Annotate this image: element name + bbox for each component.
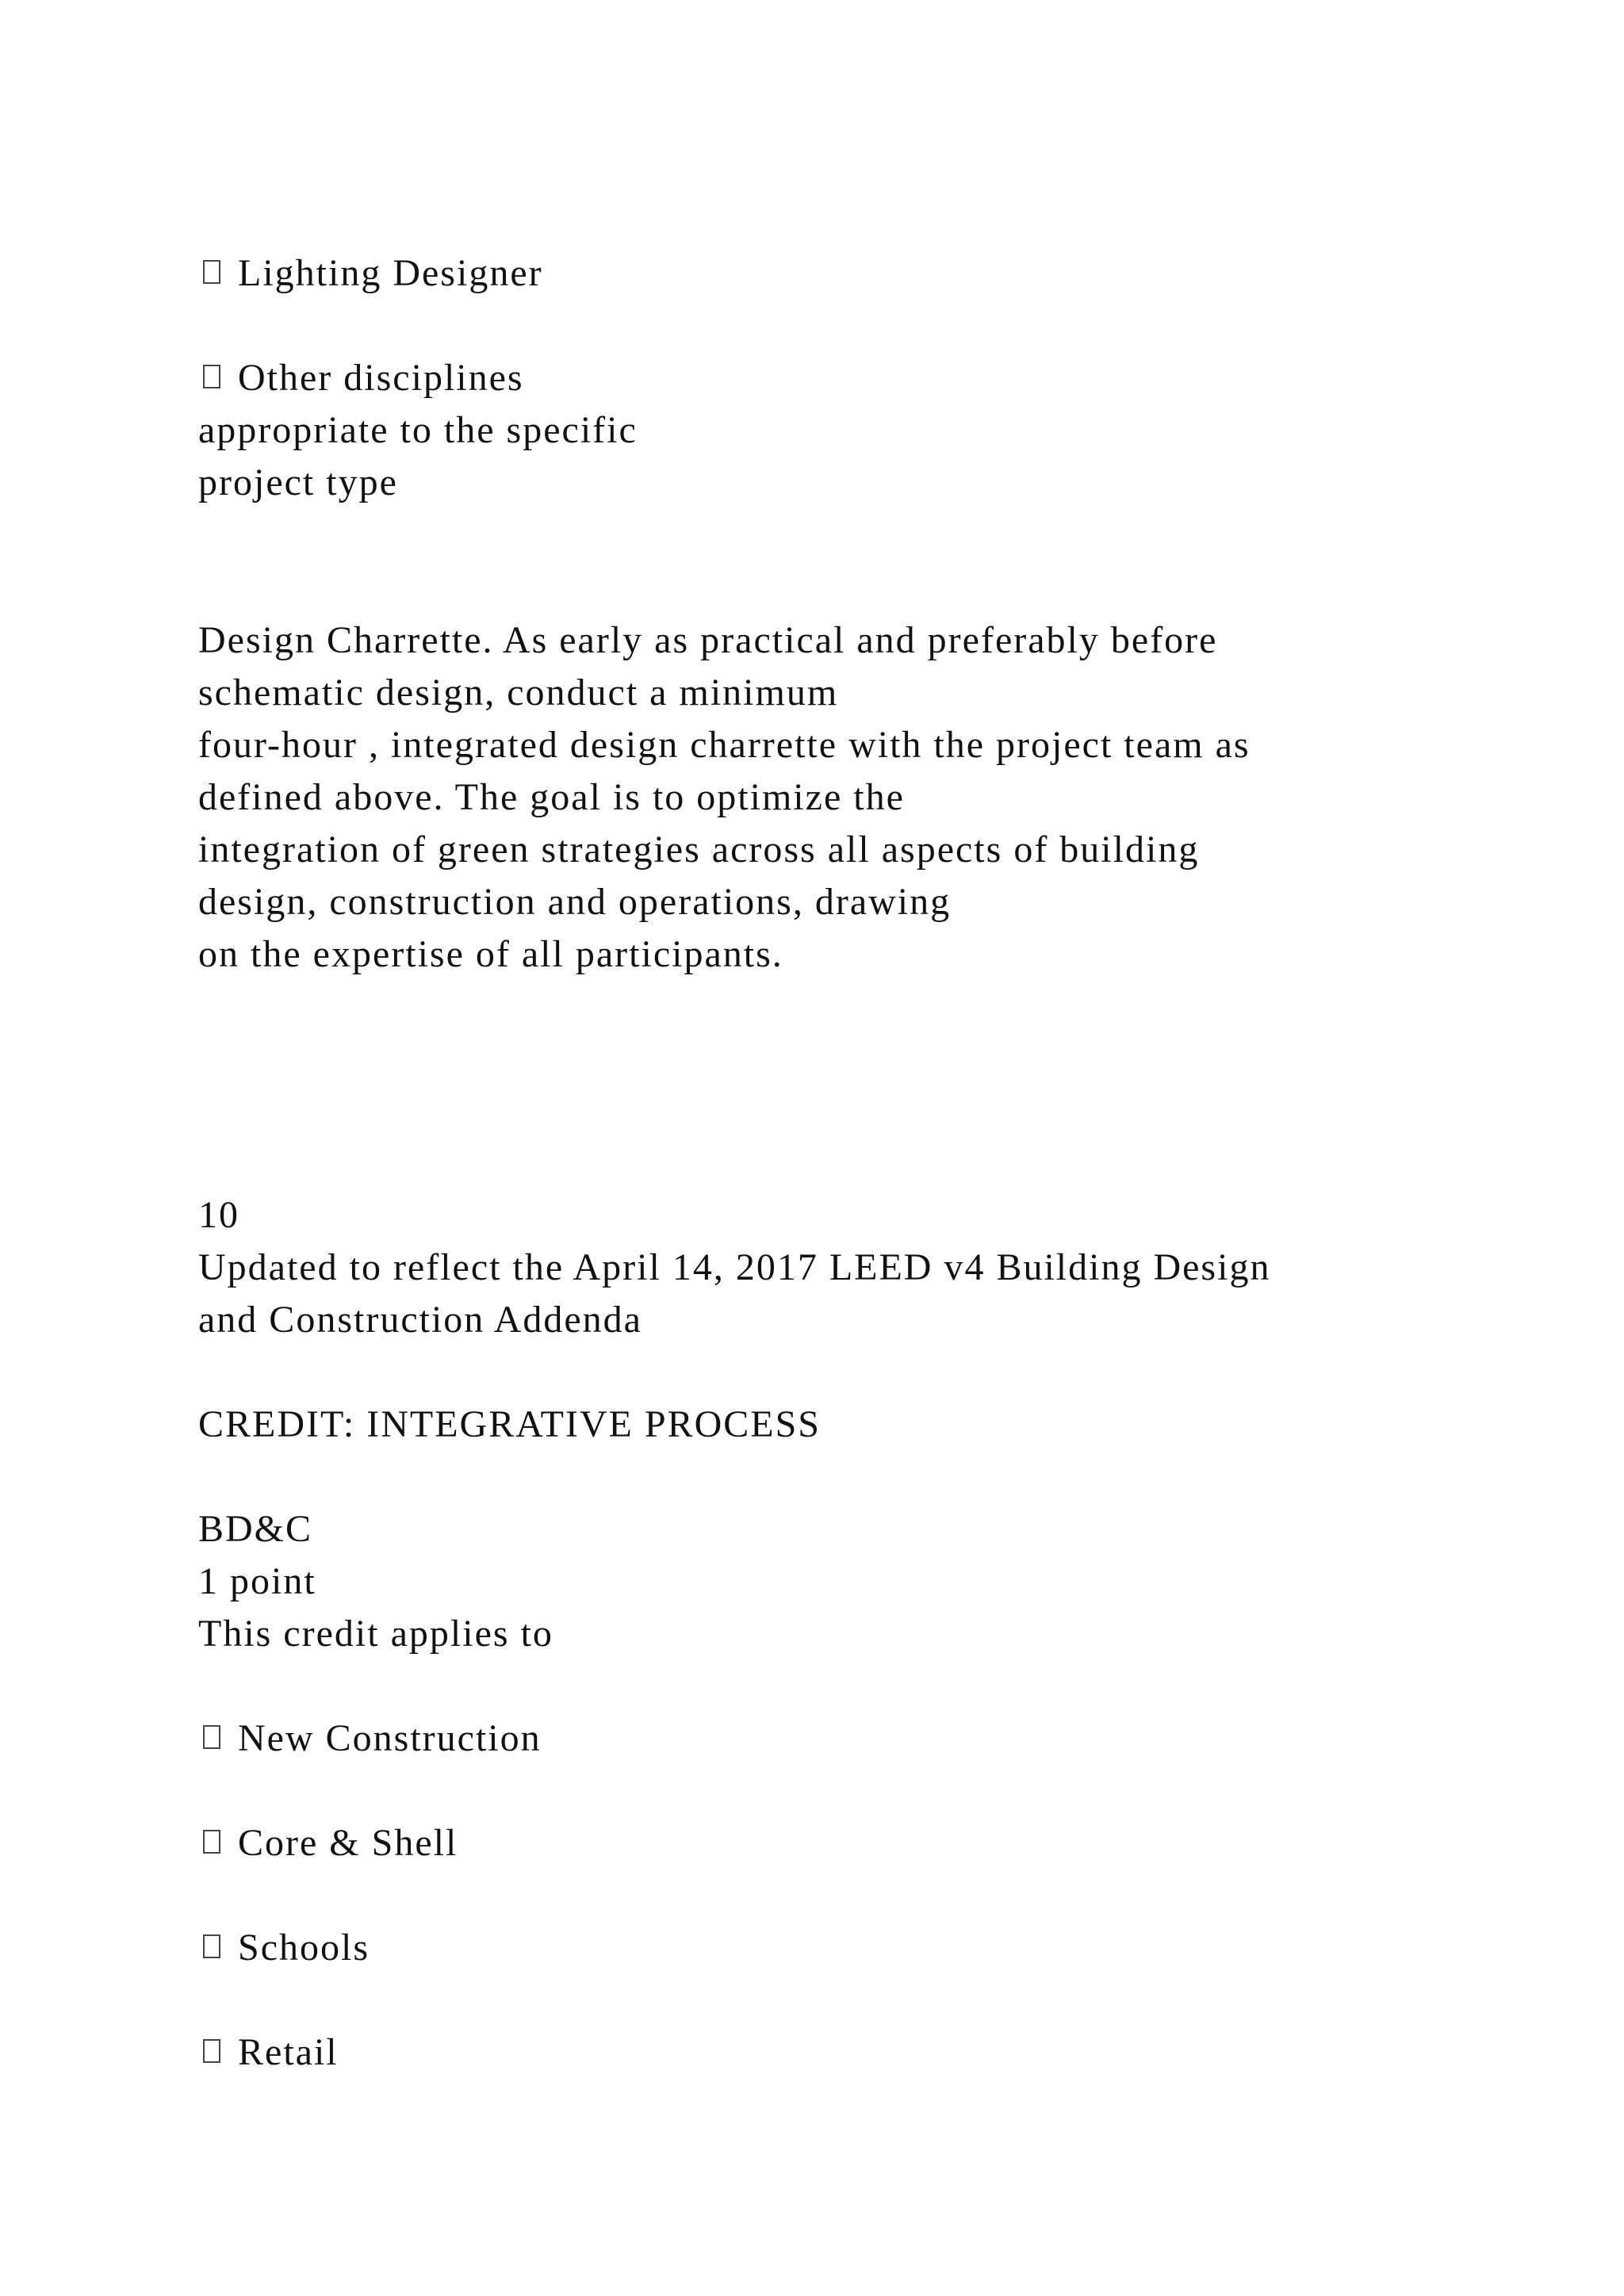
applies-item-text: Core & Shell	[238, 1822, 458, 1864]
list-item-text: Other disciplines	[238, 357, 524, 399]
list-item	[198, 352, 524, 404]
credit-title: CREDIT: INTEGRATIVE PROCESS	[198, 1403, 821, 1445]
box-glyph-icon	[203, 365, 220, 388]
paragraph-line: defined above. The goal is to optimize the	[198, 776, 905, 818]
applies-label: This credit applies to	[198, 1613, 553, 1655]
box-glyph-icon	[203, 2039, 220, 2063]
box-glyph-icon	[203, 1725, 220, 1749]
applies-item	[198, 1817, 458, 1869]
paragraph-line: design, construction and operations, drawing	[198, 881, 952, 923]
update-note-line: and Construction Addenda	[198, 1299, 642, 1341]
applies-item	[198, 1712, 542, 1765]
paragraph-line: four-hour , integrated design charrette with the project team as	[198, 724, 1251, 766]
applies-item	[198, 2026, 339, 2079]
paragraph-line: integration of green strategies across all aspects of building	[198, 828, 1200, 871]
list-item-continuation: project type	[198, 461, 398, 503]
applies-item	[198, 1922, 370, 1974]
applies-item-text: Schools	[238, 1927, 370, 1969]
update-note-line: Updated to reflect the April 14, 2017 LEED v4 Building Design	[198, 1246, 1271, 1288]
page-number: 10	[198, 1194, 239, 1236]
list-item-text: Lighting Designer	[238, 252, 543, 294]
paragraph-line: Design Charrette. As early as practical and preferably before	[198, 619, 1218, 661]
applies-item-text: New Construction	[238, 1717, 542, 1759]
rating-system: BD&C	[198, 1508, 313, 1550]
box-glyph-icon	[203, 260, 220, 284]
box-glyph-icon	[203, 1934, 220, 1958]
paragraph-line: on the expertise of all participants.	[198, 933, 783, 975]
paragraph-line: schematic design, conduct a minimum	[198, 672, 839, 714]
list-item-continuation: appropriate to the specific	[198, 409, 638, 451]
list-item	[198, 247, 543, 300]
credit-points: 1 point	[198, 1560, 316, 1602]
box-glyph-icon	[203, 1830, 220, 1854]
applies-item-text: Retail	[238, 2031, 339, 2073]
